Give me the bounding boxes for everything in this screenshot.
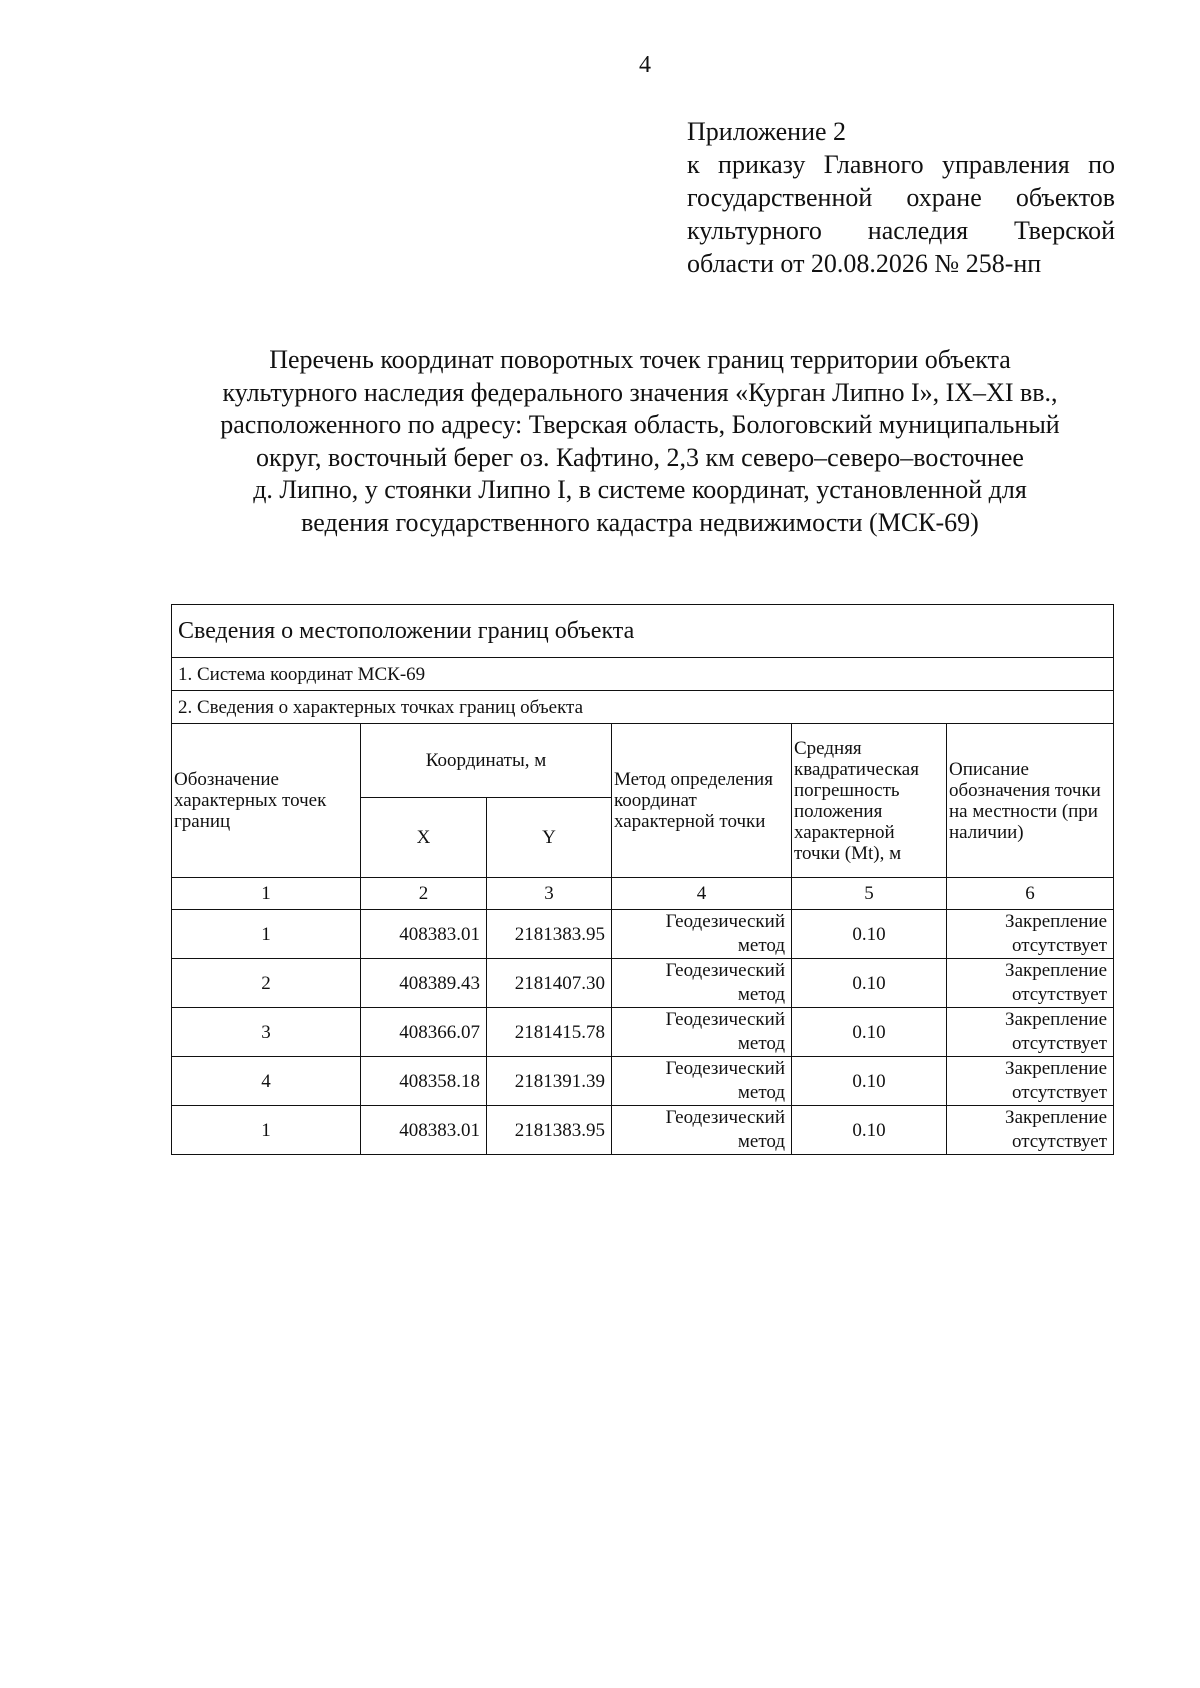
table-row (172, 1106, 1114, 1155)
appendix-line: к приказу Главного управления по (687, 150, 1115, 179)
y-value: 2181383.95 (487, 1106, 612, 1155)
document-title (170, 344, 1110, 539)
description-line: Закрепление (1005, 1009, 1108, 1030)
description-line: Закрепление (1005, 1058, 1108, 1079)
x-value: 408358.18 (361, 1057, 487, 1106)
table-row (172, 959, 1114, 1008)
appendix-block (687, 115, 1115, 280)
error-value: 0.10 (792, 910, 947, 959)
method-cell (612, 1106, 792, 1155)
description-line: отсутствует (1011, 1033, 1108, 1054)
table-row (172, 1008, 1114, 1057)
coordinates-table (171, 604, 1114, 1155)
appendix-line: культурного наследия Тверской (687, 216, 1115, 245)
method-line: Геодезический (665, 1107, 785, 1128)
title-line: ведения государственного кадастра недвижимости (МСК-69) (301, 507, 979, 537)
x-value: 408383.01 (361, 1106, 487, 1155)
table-info-row (172, 691, 1114, 724)
error-value: 0.10 (792, 1106, 947, 1155)
point-number: 3 (172, 1008, 361, 1057)
header-designation: Обозначение характерных точек границ (172, 724, 361, 878)
description-cell (947, 910, 1114, 959)
error-value: 0.10 (792, 959, 947, 1008)
description-line: Закрепление (1005, 1107, 1108, 1128)
description-cell (947, 959, 1114, 1008)
header-description: Описание обозначения точки на местности (при наличии) (947, 724, 1114, 878)
column-number: 3 (487, 878, 612, 910)
description-line: отсутствует (1011, 1082, 1108, 1103)
header-x: X (361, 798, 487, 878)
description-line: отсутствует (1011, 984, 1108, 1005)
table-header-row (172, 724, 1114, 798)
description-line: Закрепление (1005, 960, 1108, 981)
description-line: Закрепление (1005, 911, 1108, 932)
coord-system: 1. Система координат МСК-69 (172, 658, 1114, 691)
title-line: Перечень координат поворотных точек границ территории объекта (269, 345, 1011, 374)
points-info: 2. Сведения о характерных точках границ объекта (172, 691, 1114, 724)
method-line: Геодезический (665, 1009, 785, 1030)
y-value: 2181415.78 (487, 1008, 612, 1057)
column-number-row (172, 878, 1114, 910)
method-line: метод (737, 1082, 785, 1103)
header-method: Метод определения координат характерной точки (612, 724, 792, 878)
title-line: культурного наследия федерального значения «Курган Липно I», IX–XI вв., (222, 377, 1058, 407)
method-line: Геодезический (665, 960, 785, 981)
description-cell (947, 1057, 1114, 1106)
column-number: 5 (792, 878, 947, 910)
column-number: 1 (172, 878, 361, 910)
title-line: расположенного по адресу: Тверская область, Бологовский муниципальный (220, 410, 1060, 439)
y-value: 2181391.39 (487, 1057, 612, 1106)
error-value: 0.10 (792, 1008, 947, 1057)
column-number: 2 (361, 878, 487, 910)
table-info-row (172, 658, 1114, 691)
method-line: Геодезический (665, 1058, 785, 1079)
point-number: 4 (172, 1057, 361, 1106)
appendix-line: государственной охране объектов (687, 183, 1115, 212)
y-value: 2181407.30 (487, 959, 612, 1008)
table-section-title-row (172, 605, 1114, 658)
method-line: метод (737, 1131, 785, 1152)
section-title: Сведения о местоположении границ объекта (172, 605, 1114, 658)
title-line: округ, восточный берег оз. Кафтино, 2,3 км северо–северо–восточнее (256, 442, 1024, 472)
y-value: 2181383.95 (487, 910, 612, 959)
page-number: 4 (639, 52, 651, 78)
table-row (172, 1057, 1114, 1106)
column-number: 4 (612, 878, 792, 910)
method-line: метод (737, 1033, 785, 1054)
header-y: Y (487, 798, 612, 878)
method-cell (612, 910, 792, 959)
x-value: 408366.07 (361, 1008, 487, 1057)
appendix-line: Приложение 2 (687, 117, 847, 146)
error-value: 0.10 (792, 1057, 947, 1106)
description-cell (947, 1008, 1114, 1057)
point-number: 2 (172, 959, 361, 1008)
x-value: 408389.43 (361, 959, 487, 1008)
method-cell (612, 1008, 792, 1057)
method-line: метод (737, 935, 785, 956)
description-cell (947, 1106, 1114, 1155)
method-cell (612, 959, 792, 1008)
description-line: отсутствует (1011, 935, 1108, 956)
header-error: Средняя квадратическая погрешность положения характерной точки (Mt), м (792, 724, 947, 878)
point-number: 1 (172, 1106, 361, 1155)
x-value: 408383.01 (361, 910, 487, 959)
method-line: метод (737, 984, 785, 1005)
description-line: отсутствует (1011, 1131, 1108, 1152)
column-number: 6 (947, 878, 1114, 910)
header-coords: Координаты, м (361, 724, 612, 798)
point-number: 1 (172, 910, 361, 959)
title-line: д. Липно, у стоянки Липно I, в системе координат, установленной для (253, 475, 1027, 504)
appendix-line: области от 20.08.2026 № 258-нп (687, 249, 1042, 278)
method-cell (612, 1057, 792, 1106)
method-line: Геодезический (665, 911, 785, 932)
table-row (172, 910, 1114, 959)
